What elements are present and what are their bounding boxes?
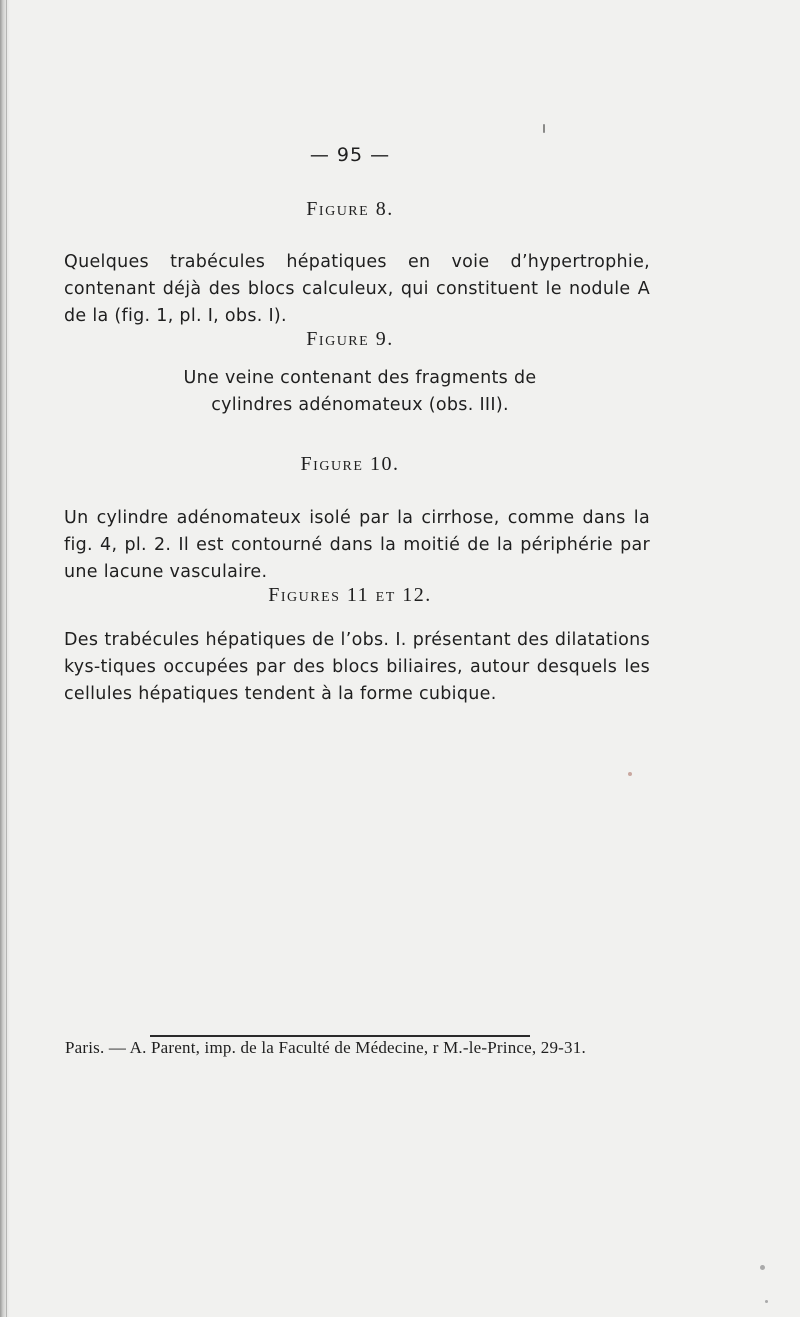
- ink-speck: [760, 1265, 765, 1270]
- ink-speck: [628, 772, 632, 776]
- heading-figure-9: Figure 9.: [306, 328, 394, 350]
- paragraph-figure-9: Une veine contenant des fragments de cylindres adénomateux (obs. III).: [183, 368, 537, 415]
- paragraph-figures-11-12: Des trabécules hépatiques de l’obs. I. présentant des dilatations kys-tiques occupées par des blocs biliaires, autour desquels les cellules hépatiques tendent à la forme cubique.: [64, 630, 650, 704]
- paragraph-figure-10: Un cylindre adénomateux isolé par la cirrhose, comme dans la fig. 4, pl. 2. Il est contourné dans la moitié de la périphérie par une lacune vasculaire.: [64, 508, 650, 582]
- page-number: — 95 —: [309, 144, 391, 166]
- paragraph-figure-8: Quelques trabécules hépatiques en voie d’hypertrophie, contenant déjà des blocs calculeux, qui constituent le nodule A de la (fig. 1, pl. I, obs. I).: [64, 252, 650, 326]
- printer-footer: Paris. — A. Parent, imp. de la Faculté de Médecine, r M.-le-Prince, 29-31.: [65, 1038, 586, 1057]
- ink-speck: [765, 1300, 768, 1303]
- heading-figure-8: Figure 8.: [306, 198, 394, 220]
- ink-speck: [543, 124, 545, 133]
- heading-figures-11-12: Figures 11 et 12.: [268, 584, 432, 606]
- heading-figure-10: Figure 10.: [300, 453, 400, 475]
- footer-rule: [150, 1035, 530, 1037]
